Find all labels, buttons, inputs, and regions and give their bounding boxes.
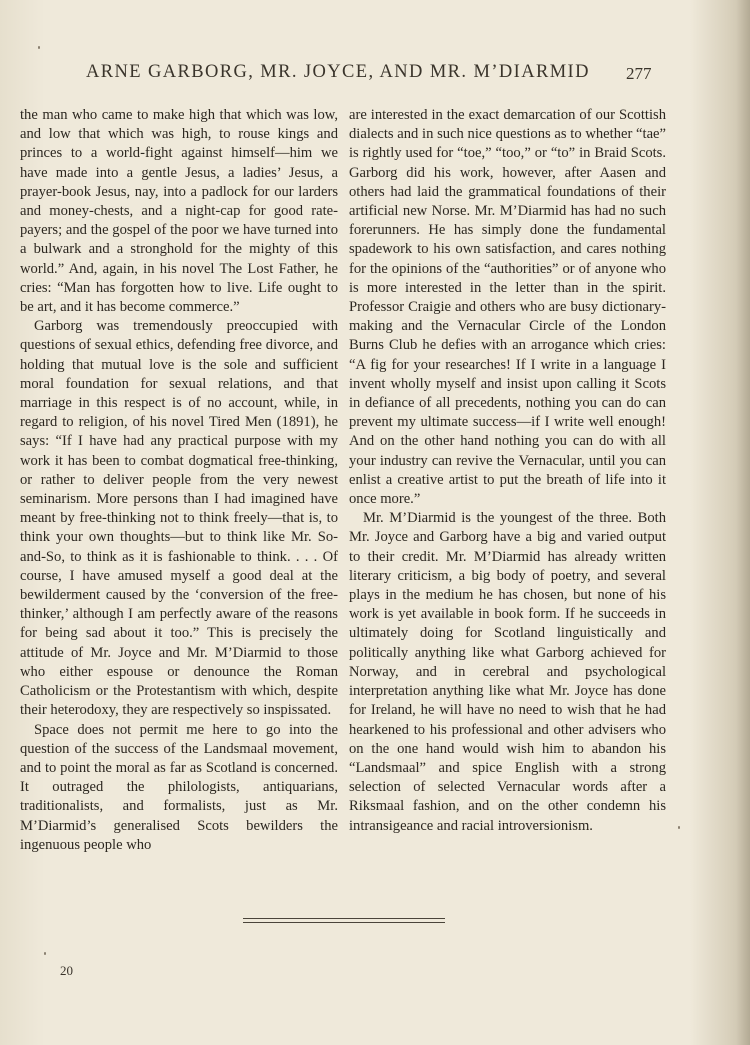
- right-column: [349, 106, 666, 836]
- paper-speck: [38, 46, 40, 49]
- paragraph: Garborg was tremendously preoccupied with questions of sexual ethics, defending free divorce, and holding that mutual love is the sole and sufficient moral foundation for sexual relations, and that marriage in this respect is of no account, while, in regard to religion, of his novel Tired Men (1891), he says: “If I have had any practical purpose with my work it has been to combat dogmatical free-thinking, or rather to deliver people from the very newest seminarism. More persons than I had imagined have meant by free-thinking not to think freely—that is, to think your own thoughts—but to think like Mr. So-and-So, to think as it is fashionable to think. . . . Of course, I have amused myself a good deal at the bewilderment caused by the ‘conversion of the free-thinker,’ although I am perfectly aware of the reasons for being sad about it too.” This is precisely the attitude of Mr. Joyce and Mr. M’Diarmid to those who either espouse or denounce the Roman Catholicism or the Protestantism with which, despite their heterodoxy, they are respectively so inspissated.: [20, 318, 338, 719]
- spine-shadow: [736, 0, 750, 1045]
- section-divider: [243, 918, 445, 919]
- left-column: [20, 106, 338, 855]
- folio-mark: 20: [60, 963, 73, 978]
- paragraph: Mr. M’Diarmid is the youngest of the three. Both Mr. Joyce and Garborg have a big and varied output to their credit. Mr. M’Diarmid has already written literary criticism, a big body of poetry, and several plays in the medium he has chosen, but none of his work is yet available in book form. If he succeeds in ultimately doing for Scotland linguistically and politically anything like what Garborg achieved for Norway, and in cerebral and psychological interpretation anything like what Mr. Joyce has done for Ireland, he will have no need to wish that he had hearkened to his professional and other advisers who on the one hand would wish him to abandon his “Landsmaal” and spice English with a strong selection of selected Vernacular words after a Riksmaal fashion, and on the other condemn his intransigeance and racial introversionism.: [349, 510, 666, 834]
- paper-speck: [44, 952, 46, 955]
- running-head: ARNE GARBORG, MR. JOYCE, AND MR. M’DIARMID: [86, 62, 590, 82]
- paper-speck: [678, 826, 680, 829]
- section-divider: [243, 922, 445, 923]
- paragraph: the man who came to make high that which was low, and low that which was high, to rouse kings and princes to a world-fight against himself—him we have made into a gentle Jesus, a ladies’ Jesus, a prayer-book Jesus, nay, into a padlock for our larders and money-chests, and a night-cap for good rate-payers; and the gospel of the poor we have turned into a bulwark and a stronghold for the mighty of this world.” And, again, in his novel The Lost Father, he cries: “Man has forgotten how to live. Life ought to be art, and it has become commerce.”: [20, 107, 338, 316]
- paragraph: are interested in the exact demarcation of our Scottish dialects and in such nice questions as to whether “tae” is rightly used for “toe,” “too,” or “to” in Braid Scots. Garborg did his work, however, after Aasen and others had laid the grammatical foundations of their artificial new Norse. Mr. M’Diarmid has had no such forerunners. He has simply done the fundamental spadework to his own satisfaction, and cares nothing for the opinions of the “authorities” or of anyone who is more interested in the letter than in the spirit. Professor Craigie and others who are busy dictionary-making and the Vernacular Circle of the London Burns Club he defies with an arrogance which cries: “A fig for your researches! If I write in a language I invent wholly myself and insist upon calling it Scots in defiance of all precedents, nothing you can do can prevent my ultimate success—if I write well enough! And on the other hand nothing you can do with all your industry can revive the Vernacular, until you can enlist a creative artist to put the breath of life into it once more.”: [349, 107, 666, 508]
- page-number: 277: [626, 64, 652, 83]
- paragraph: Space does not permit me here to go into the question of the success of the Landsmaal movement, and to point the moral as far as Scotland is concerned. It outraged the philologists, antiquarians, traditionalists, and formalists, just as Mr. M’Diarmid’s generalised Scots bewilders the ingenuous people who: [20, 721, 338, 853]
